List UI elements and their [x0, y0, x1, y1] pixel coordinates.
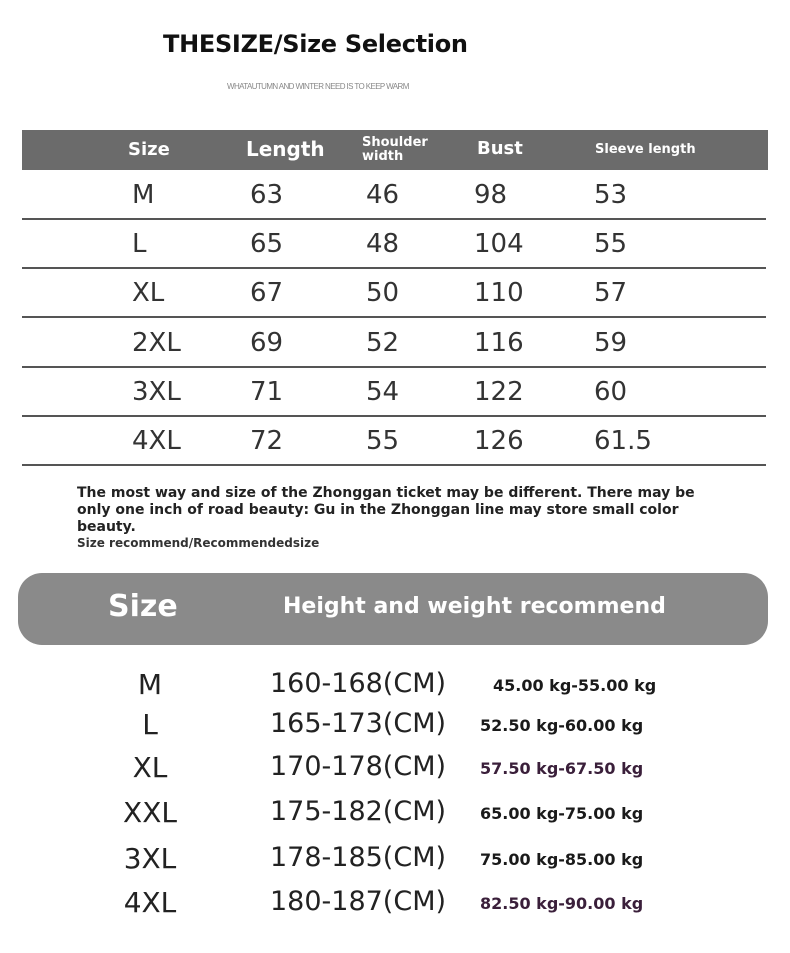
- recommend-height: 165-173(CM): [270, 708, 447, 739]
- page-title: THESIZE/Size Selection: [163, 30, 468, 58]
- cell-sleeve: 57: [594, 278, 628, 308]
- cell-sleeve: 61.5: [594, 426, 652, 456]
- recommend-weight: 52.50 kg-60.00 kg: [480, 716, 644, 735]
- cell-length: 63: [250, 180, 284, 210]
- cell-size: XL: [132, 278, 165, 308]
- table-row: [22, 268, 766, 318]
- recommend-size: 3XL: [123, 842, 177, 875]
- cell-size: 2XL: [132, 328, 181, 358]
- cell-bust: 122: [474, 377, 524, 407]
- header-shoulder-width: Shoulder width: [362, 135, 428, 164]
- cell-size: 3XL: [132, 377, 181, 407]
- cell-sleeve: 59: [594, 328, 628, 358]
- table-row: [22, 219, 766, 269]
- recommend-height: 178-185(CM): [270, 842, 447, 873]
- table-row: [22, 318, 766, 368]
- recommend-banner: [18, 573, 768, 645]
- recommend-row: [0, 704, 790, 748]
- cell-bust: 98: [474, 180, 508, 210]
- recommend-weight: 82.50 kg-90.00 kg: [480, 894, 644, 913]
- recommend-height: 160-168(CM): [270, 668, 447, 699]
- recommend-row: [0, 882, 790, 926]
- size-note: The most way and size of the Zhonggan ticket may be different. There may be only one inch of road beauty: Gu in the Zhonggan line may store small color beauty.: [77, 485, 695, 535]
- table-row: [22, 367, 766, 417]
- cell-shoulder: 52: [366, 328, 400, 358]
- recommend-weight: 45.00 kg-55.00 kg: [493, 676, 657, 695]
- cell-bust: 126: [474, 426, 524, 456]
- recommend-row: [0, 792, 790, 836]
- cell-size: 4XL: [132, 426, 181, 456]
- recommend-size: M: [137, 668, 163, 701]
- cell-shoulder: 54: [366, 377, 400, 407]
- cell-shoulder: 50: [366, 278, 400, 308]
- cell-shoulder: 55: [366, 426, 400, 456]
- cell-length: 67: [250, 278, 284, 308]
- recommend-height: 170-178(CM): [270, 751, 447, 782]
- recommend-weight: 57.50 kg-67.50 kg: [480, 759, 644, 778]
- recommend-size: 4XL: [123, 886, 177, 919]
- cell-sleeve: 53: [594, 180, 628, 210]
- cell-length: 71: [250, 377, 284, 407]
- cell-length: 72: [250, 426, 284, 456]
- header-sleeve-length: Sleeve length: [595, 142, 696, 157]
- recommend-weight: 65.00 kg-75.00 kg: [480, 804, 644, 823]
- recommend-weight: 75.00 kg-85.00 kg: [480, 850, 644, 869]
- header-bust: Bust: [477, 138, 523, 159]
- cell-size: M: [132, 180, 155, 210]
- recommend-height: 175-182(CM): [270, 796, 447, 827]
- recommend-row: [0, 838, 790, 882]
- recommend-label: Size recommend/Recommendedsize: [77, 536, 320, 550]
- cell-sleeve: 55: [594, 229, 628, 259]
- cell-shoulder: 48: [366, 229, 400, 259]
- page-subtitle: WHATAUTUMN AND WINTER NEED IS TO KEEP WARM: [227, 82, 409, 91]
- recommend-size: XXL: [123, 796, 177, 829]
- banner-size-label: Size: [108, 589, 178, 624]
- banner-height-weight-label: Height and weight recommend: [283, 594, 666, 619]
- header-size: Size: [128, 139, 170, 160]
- recommend-size: XL: [132, 751, 168, 784]
- cell-size: L: [132, 229, 147, 259]
- recommend-size: L: [142, 708, 158, 741]
- recommend-row: [0, 747, 790, 791]
- cell-length: 65: [250, 229, 284, 259]
- recommend-height: 180-187(CM): [270, 886, 447, 917]
- cell-bust: 116: [474, 328, 524, 358]
- cell-sleeve: 60: [594, 377, 628, 407]
- header-length: Length: [246, 137, 325, 161]
- recommend-row: [0, 664, 790, 708]
- table-row: [22, 416, 766, 466]
- cell-bust: 104: [474, 229, 524, 259]
- cell-bust: 110: [474, 278, 524, 308]
- measurement-table-header: [22, 130, 768, 170]
- cell-length: 69: [250, 328, 284, 358]
- table-row: [22, 170, 766, 220]
- cell-shoulder: 46: [366, 180, 400, 210]
